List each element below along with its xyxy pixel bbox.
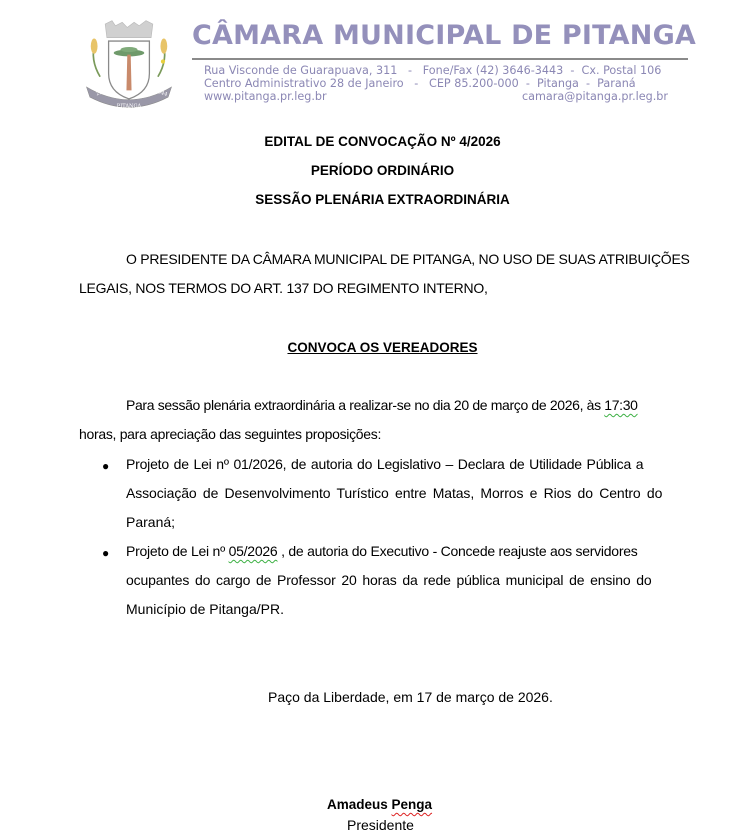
proposition-2-line-3: Município de Pitanga/PR. (126, 601, 284, 617)
body-text: Para sessão plenária extraordinária a realizar-se no dia 20 de março de 2026, às (126, 397, 605, 413)
preamble-line-1: O PRESIDENTE DA CÂMARA MUNICIPAL DE PITANGA, NO USO DE SUAS ATRIBUIÇÕES (126, 251, 690, 267)
session-time: 17:30 (604, 397, 638, 413)
proposition-1-line-3: Paraná; (126, 514, 176, 530)
letterhead (0, 0, 735, 120)
proposition-2-line-1 (126, 543, 638, 559)
municipal-crest-icon (78, 14, 180, 114)
proposition-2-number: 05/2026 (228, 543, 278, 559)
document-subtitle-period: PERÍODO ORDINÁRIO (310, 163, 455, 178)
document-subtitle-session: SESSÃO PLENÁRIA EXTRAORDINÁRIA (255, 192, 510, 207)
svg-text:1944: 1944 (153, 88, 169, 98)
body-paragraph-line-1 (126, 397, 638, 413)
bullet-icon: ● (102, 546, 110, 560)
proposition-2-prefix: Projeto de Lei nº (126, 543, 229, 559)
signatory-name (327, 797, 432, 812)
signatory-role: Presidente (347, 817, 414, 833)
preamble-line-2: LEGAIS, NOS TERMOS DO ART. 137 DO REGIMENTO INTERNO, (79, 280, 488, 296)
email-link[interactable]: camara@pitanga.pr.leg.br (521, 90, 668, 103)
website-link[interactable]: www.pitanga.pr.leg.br (204, 90, 327, 103)
svg-text:PITANGA: PITANGA (116, 103, 142, 110)
header-divider (192, 58, 688, 60)
address-line-2: Centro Administrativo 28 de Janeiro - CEP 85.200-000 - Pitanga - Paraná (204, 77, 636, 90)
signatory-last-name: Penga (391, 797, 433, 812)
body-paragraph-line-2: horas, para apreciação das seguintes proposições: (79, 426, 382, 442)
address-line-1: Rua Visconde de Guarapuava, 311 - Fone/Fax (42) 3646-3443 - Cx. Postal 106 (204, 64, 662, 77)
proposition-2-rest: , de autoria do Executivo - Concede reajuste aos servidores (277, 543, 638, 559)
proposition-1-line-2: Associação de Desenvolvimento Turístico entre Matas, Morros e Rios do Centro do (126, 485, 663, 501)
place-and-date: Paço da Liberdade, em 17 de março de 2026. (268, 689, 553, 705)
signatory-first-name: Amadeus (327, 797, 392, 812)
proposition-1-line-1: Projeto de Lei nº 01/2026, de autoria do Legislativo – Declara de Utilidade Pública a (126, 456, 644, 472)
svg-text:28-1: 28-1 (95, 88, 109, 98)
document-title: EDITAL DE CONVOCAÇÃO Nº 4/2026 (264, 134, 501, 149)
org-title: CÂMARA MUNICIPAL DE PITANGA (192, 20, 697, 51)
proposition-2-line-2: ocupantes do cargo de Professor 20 horas da rede pública municipal de ensino do (126, 572, 652, 588)
convoca-heading: CONVOCA OS VEREADORES (287, 340, 478, 355)
bullet-icon: ● (102, 459, 110, 473)
